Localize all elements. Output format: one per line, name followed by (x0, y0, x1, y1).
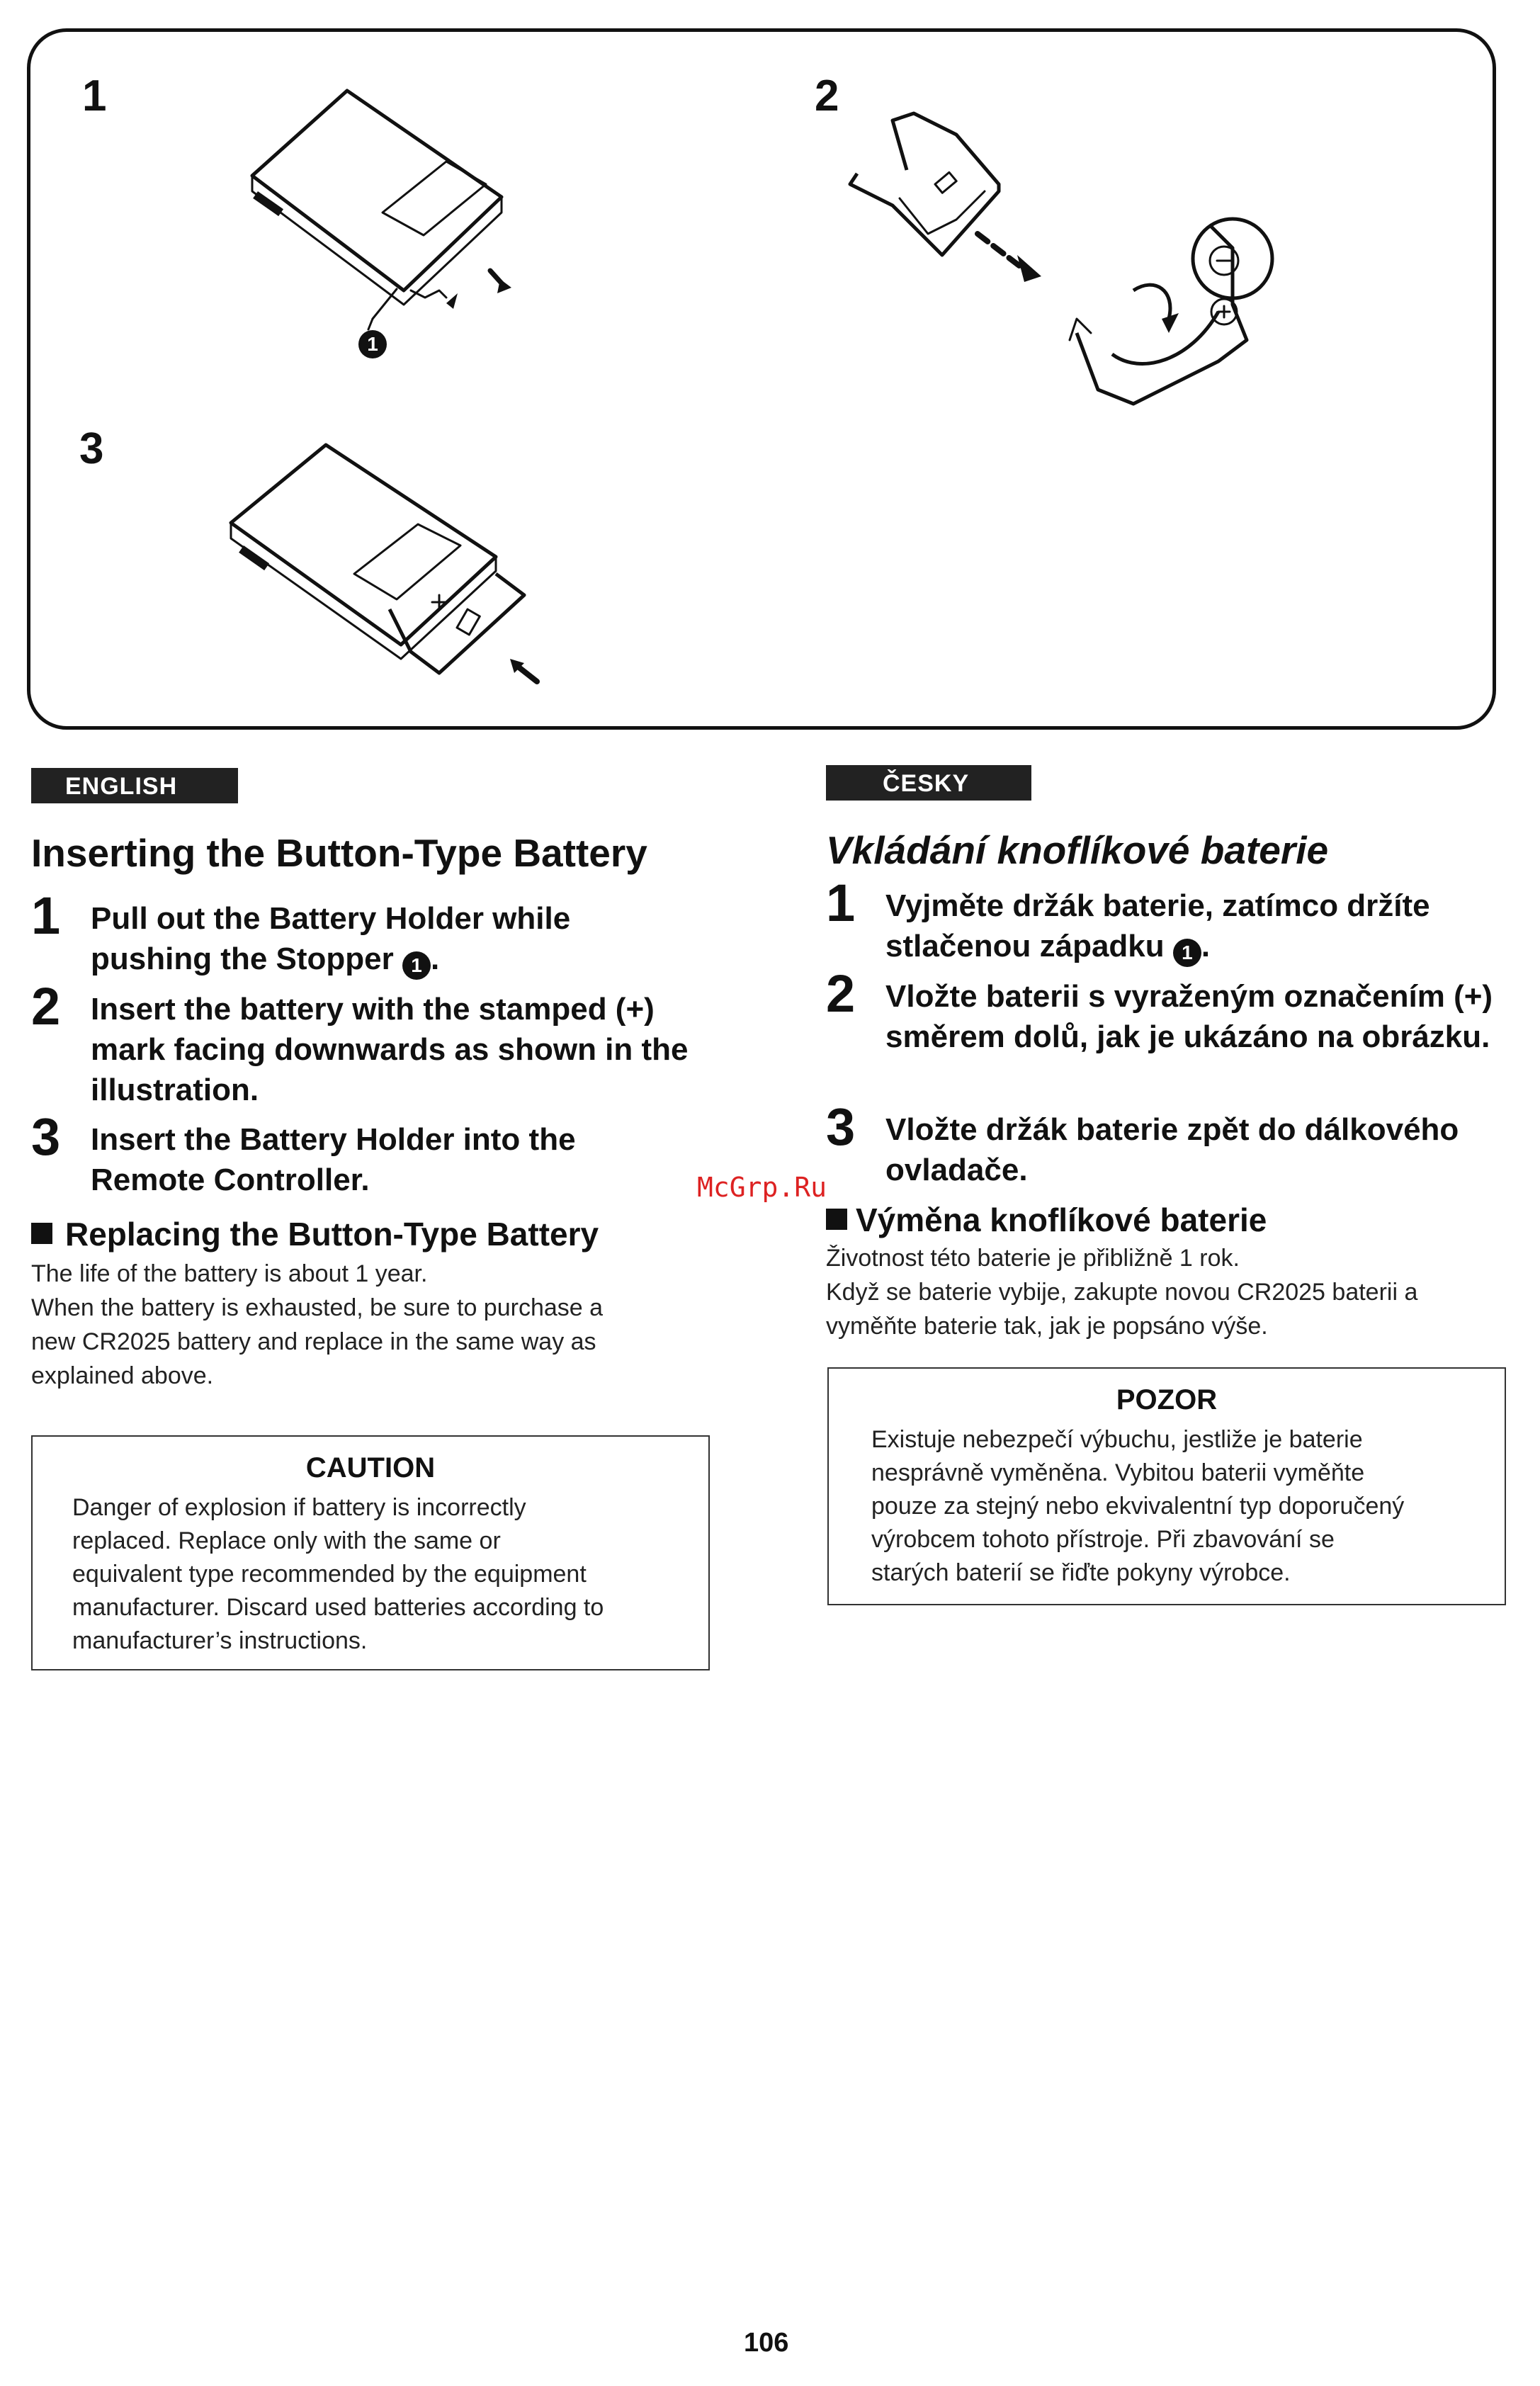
remote-pull-holder-illustration (234, 78, 560, 375)
czech-caution-line: pouze za stejný nebo ekvivalentní typ doporučený (871, 1493, 1405, 1520)
english-step-2-number: 2 (31, 977, 61, 1036)
english-replace-title: Replacing the Button-Type Battery (65, 1216, 599, 1253)
bullet-square-icon (31, 1223, 52, 1244)
czech-language-label: ČESKY (826, 765, 1031, 801)
english-step-2-text: Insert the battery with the stamped (+) mark facing downwards as shown in the illustration. (91, 992, 689, 1107)
czech-step-3-text: Vložte držák baterie zpět do dálkového ovladače. (885, 1112, 1459, 1187)
english-caution-box (31, 1435, 710, 1670)
stopper-callout-icon: 1 (402, 951, 431, 980)
english-replace-line: new CR2025 battery and replace in the same way as (31, 1328, 596, 1355)
callout-marker (358, 330, 387, 358)
english-step-1-text: Pull out the Battery Holder while pushing the Stopper 1 . (91, 898, 629, 980)
czech-step-1-text: Vyjměte držák baterie, zatímco držíte stlačenou západku 1 . (885, 886, 1509, 967)
english-caution-line: Danger of explosion if battery is incorrectly (72, 1494, 526, 1521)
english-caution-title: CAUTION (305, 1452, 436, 1483)
czech-step-3-number: 3 (826, 1097, 856, 1156)
english-replace-line: When the battery is exhausted, be sure to purchase a (31, 1294, 604, 1321)
callout-1-icon: 1 (358, 330, 387, 358)
czech-section-title: Vkládání knoflíkové baterie (826, 828, 1329, 872)
czech-step-1-label: Vyjměte držák baterie, zatímco držíte stlačenou západku (885, 888, 1430, 963)
english-step-3-number: 3 (31, 1107, 61, 1166)
figure-label-3: 3 (79, 424, 104, 473)
czech-stopper-callout-icon: 1 (1173, 939, 1201, 967)
english-replace-line: explained above. (31, 1362, 214, 1389)
czech-replace-body (826, 1241, 1499, 1343)
czech-caution-box (827, 1367, 1506, 1605)
czech-step-2-text: Vložte baterii s vyraženým označením (+) směrem dolů, jak je ukázáno na obrázku. (885, 979, 1493, 1054)
english-caution-body (72, 1491, 708, 1658)
english-caution-line: equivalent type recommended by the equipment (72, 1561, 587, 1588)
czech-caution-line: nesprávně vyměněna. Vybitou baterii vyměňte (871, 1459, 1365, 1486)
english-step-1-label: Pull out the Battery Holder while pushing the Stopper (91, 901, 571, 976)
english-step-3-text: Insert the Battery Holder into the Remote Controller. (91, 1122, 576, 1197)
czech-caution-line: starých baterií se řiďte pokyny výrobce. (871, 1559, 1291, 1586)
czech-caution-line: Existuje nebezpečí výbuchu, jestliže je baterie (871, 1426, 1363, 1453)
english-replace-line: The life of the battery is about 1 year. (31, 1260, 428, 1287)
czech-caution-title: POZOR (1116, 1384, 1218, 1415)
remote-insert-holder-illustration (213, 432, 553, 716)
czech-caution-body (871, 1423, 1505, 1590)
english-caution-line: replaced. Replace only with the same or (72, 1527, 501, 1554)
figure-label-2: 2 (815, 72, 839, 120)
czech-replace-heading (826, 1200, 1267, 1240)
battery-holder-illustration (836, 106, 1332, 439)
watermark-text: McGrp.Ru (697, 1172, 827, 1203)
czech-step-1-number: 1 (826, 873, 856, 932)
czech-step-2-number: 2 (826, 964, 856, 1023)
czech-replace-line: Když se baterie vybije, zakupte novou CR2025 baterii a (826, 1279, 1418, 1306)
english-language-label: ENGLISH (31, 768, 238, 803)
english-replace-body (31, 1257, 704, 1393)
czech-caution-line: výrobcem tohoto přístroje. Při zbavování se (871, 1526, 1335, 1553)
czech-replace-title: Výměna knoflíkové baterie (856, 1202, 1267, 1238)
czech-replace-line: vyměňte baterie tak, jak je popsáno výše. (826, 1313, 1268, 1340)
figure-label-1: 1 (82, 72, 107, 120)
page-number: 106 (744, 2328, 789, 2358)
english-section-title: Inserting the Button-Type Battery (31, 831, 647, 875)
bullet-square-icon (826, 1209, 847, 1230)
english-caution-line: manufacturer’s instructions. (72, 1627, 368, 1654)
english-replace-heading (31, 1214, 599, 1254)
czech-replace-line: Životnost této baterie je přibližně 1 rok. (826, 1245, 1240, 1272)
english-caution-line: manufacturer. Discard used batteries according to (72, 1594, 604, 1621)
english-step-1-number: 1 (31, 886, 61, 945)
